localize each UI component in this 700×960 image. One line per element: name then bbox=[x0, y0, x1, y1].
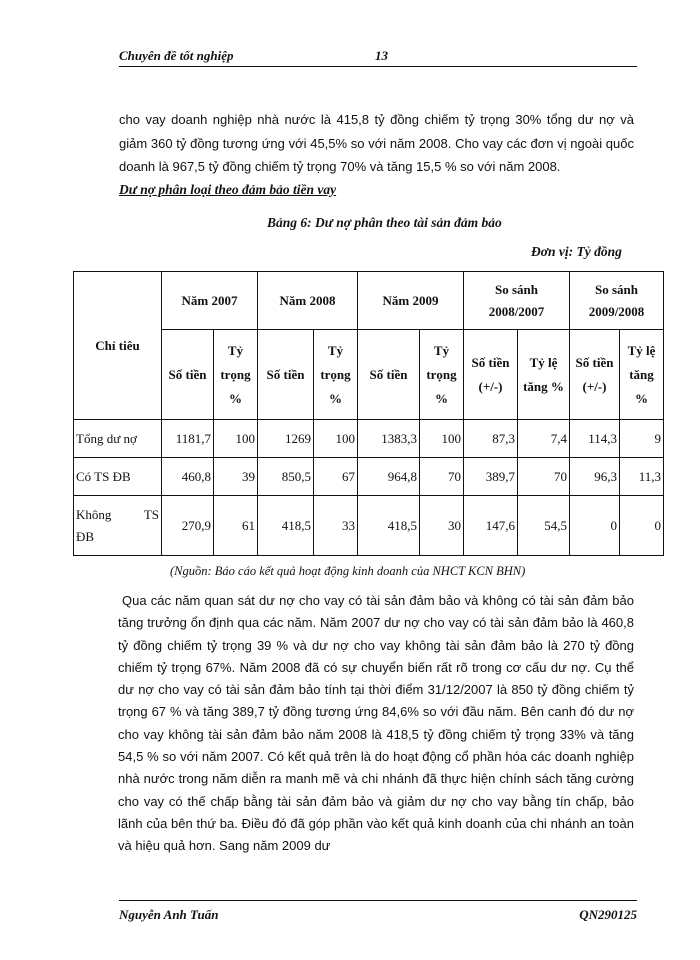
cell: 61 bbox=[214, 496, 258, 556]
unit-label: Đơn vị: Tỷ đồng bbox=[531, 244, 622, 259]
cell: 9 bbox=[620, 420, 664, 458]
header-year-2008: Năm 2008 bbox=[258, 272, 358, 330]
subheader-amount: Số tiền bbox=[258, 330, 314, 420]
cell: 460,8 bbox=[162, 458, 214, 496]
cell: 96,3 bbox=[570, 458, 620, 496]
cell: 850,5 bbox=[258, 458, 314, 496]
subheader-rate: Tỷ lệ tăng % bbox=[620, 330, 664, 420]
table-header-row bbox=[74, 272, 664, 330]
cell: 30 bbox=[420, 496, 464, 556]
cell: 1269 bbox=[258, 420, 314, 458]
subheader-amount-diff: Số tiền (+/-) bbox=[570, 330, 620, 420]
cell: 100 bbox=[214, 420, 258, 458]
header-compare-2008-2007: So sánh 2008/2007 bbox=[464, 272, 570, 330]
cell: 70 bbox=[420, 458, 464, 496]
table-row bbox=[74, 420, 664, 458]
cell: 100 bbox=[420, 420, 464, 458]
cell: 1181,7 bbox=[162, 420, 214, 458]
cell: 418,5 bbox=[258, 496, 314, 556]
cell: 964,8 bbox=[358, 458, 420, 496]
subheader-amount: Số tiền bbox=[358, 330, 420, 420]
row-label-line-1: Không TS bbox=[76, 506, 159, 522]
header-year-2009: Năm 2009 bbox=[358, 272, 464, 330]
cell: 87,3 bbox=[464, 420, 518, 458]
subheader-amount: Số tiền bbox=[162, 330, 214, 420]
paragraph-2-text: Qua các năm quan sát dư nợ cho vay có tài sản đảm bảo và không có tài sản đảm bảo tăng trưởng ổn định qua các năm. Năm 2007 dư nợ cho vay có tài sản đảm bảo là 460,8 tỷ đồng chiếm tỷ trọng 39 % và dư nợ cho vay không tài sản đảm bảo là 270 tỷ đồng chiếm tỷ trọng 67%. Năm 2008 đã có sự chuyển biến rất rõ trong cơ cấu dư nợ. Cụ thể dư nợ cho vay có tài sản đảm bảo tính tại thời điểm 31/12/2007 là 850 tỷ đồng chiếm tỷ trọng 67 % và tăng 389,7 tỷ đồng tương ứng 84,6% so với đầu năm. Bên canh đó dư nợ cho vay không tài sản đảm bảo năm 2008 là 418,5 tỷ đồng chiếm tỷ trọng 33% và tăng 54,5 % so với năm 2007. Có kết quả trên là do hoạt động cổ phần hóa các doanh nghiệp nhà nước trong năm diễn ra manh mẽ và chi nhánh đã thực hiện chính sách tăng cường cho vay có thế chấp bằng tài sản đảm bảo và giảm dư nợ cho vay bằng tín chấp, bảo lãnh của bên thứ ba. Điều đó đã góp phần vào kết quả kinh doanh của chi nhánh an toàn và hiệu quả hơn. Sang năm 2009 dư bbox=[118, 593, 634, 854]
loan-table bbox=[73, 271, 664, 556]
row-label: Có TS ĐB bbox=[74, 458, 162, 496]
cell: 0 bbox=[570, 496, 620, 556]
cell: 7,4 bbox=[518, 420, 570, 458]
cell: 270,9 bbox=[162, 496, 214, 556]
section-heading: Dư nợ phân loại theo đảm bảo tiền vay bbox=[119, 182, 337, 197]
table-source-note: (Nguồn: Báo cáo kết quả hoạt động kinh doanh của NHCT KCN BHN) bbox=[170, 564, 526, 578]
header-indicator: Chỉ tiêu bbox=[74, 272, 162, 420]
table-row bbox=[74, 458, 664, 496]
cell: 70 bbox=[518, 458, 570, 496]
cell: 418,5 bbox=[358, 496, 420, 556]
table-subheader-row bbox=[74, 330, 664, 420]
subheader-share: Tỷ trọng % bbox=[214, 330, 258, 420]
cell: 39 bbox=[214, 458, 258, 496]
footer-author: Nguyễn Anh Tuấn bbox=[119, 907, 219, 922]
cell: 54,5 bbox=[518, 496, 570, 556]
paragraph-1: cho vay doanh nghiệp nhà nước là 415,8 tỷ đồng chiếm tỷ trọng 30% tổng dư nợ và giảm 360 tỷ đồng tương ứng với 45,5% so với năm 2008. Cho vay các đơn vị ngoài quốc doanh là 967,5 tỷ đồng chiếm tỷ trọng 70% và tăng 15,5 % so với năm 2008. bbox=[119, 112, 634, 175]
subheader-amount-diff: Số tiền (+/-) bbox=[464, 330, 518, 420]
cell: 67 bbox=[314, 458, 358, 496]
row-label: Tổng dư nợ bbox=[74, 420, 162, 458]
header-year-2007: Năm 2007 bbox=[162, 272, 258, 330]
cell: 147,6 bbox=[464, 496, 518, 556]
cell: 33 bbox=[314, 496, 358, 556]
cell: 100 bbox=[314, 420, 358, 458]
table-caption: Bảng 6: Dư nợ phân theo tài sản đảm bảo bbox=[267, 215, 502, 230]
page-number: 13 bbox=[375, 48, 388, 63]
subheader-share: Tỷ trọng % bbox=[314, 330, 358, 420]
cell: 114,3 bbox=[570, 420, 620, 458]
cell: 389,7 bbox=[464, 458, 518, 496]
document-title: Chuyên đề tốt nghiệp bbox=[119, 48, 234, 63]
page-header bbox=[119, 46, 637, 67]
subheader-share: Tỷ trọng % bbox=[420, 330, 464, 420]
row-label bbox=[74, 496, 162, 556]
row-label-line-2: ĐB bbox=[76, 528, 95, 544]
cell: 1383,3 bbox=[358, 420, 420, 458]
paragraph-2 bbox=[118, 590, 634, 858]
subheader-rate: Tỷ lệ tăng % bbox=[518, 330, 570, 420]
page-footer bbox=[119, 900, 637, 922]
cell: 11,3 bbox=[620, 458, 664, 496]
cell: 0 bbox=[620, 496, 664, 556]
footer-code: QN290125 bbox=[579, 907, 637, 922]
table-row bbox=[74, 496, 664, 556]
header-compare-2009-2008: So sánh 2009/2008 bbox=[570, 272, 664, 330]
